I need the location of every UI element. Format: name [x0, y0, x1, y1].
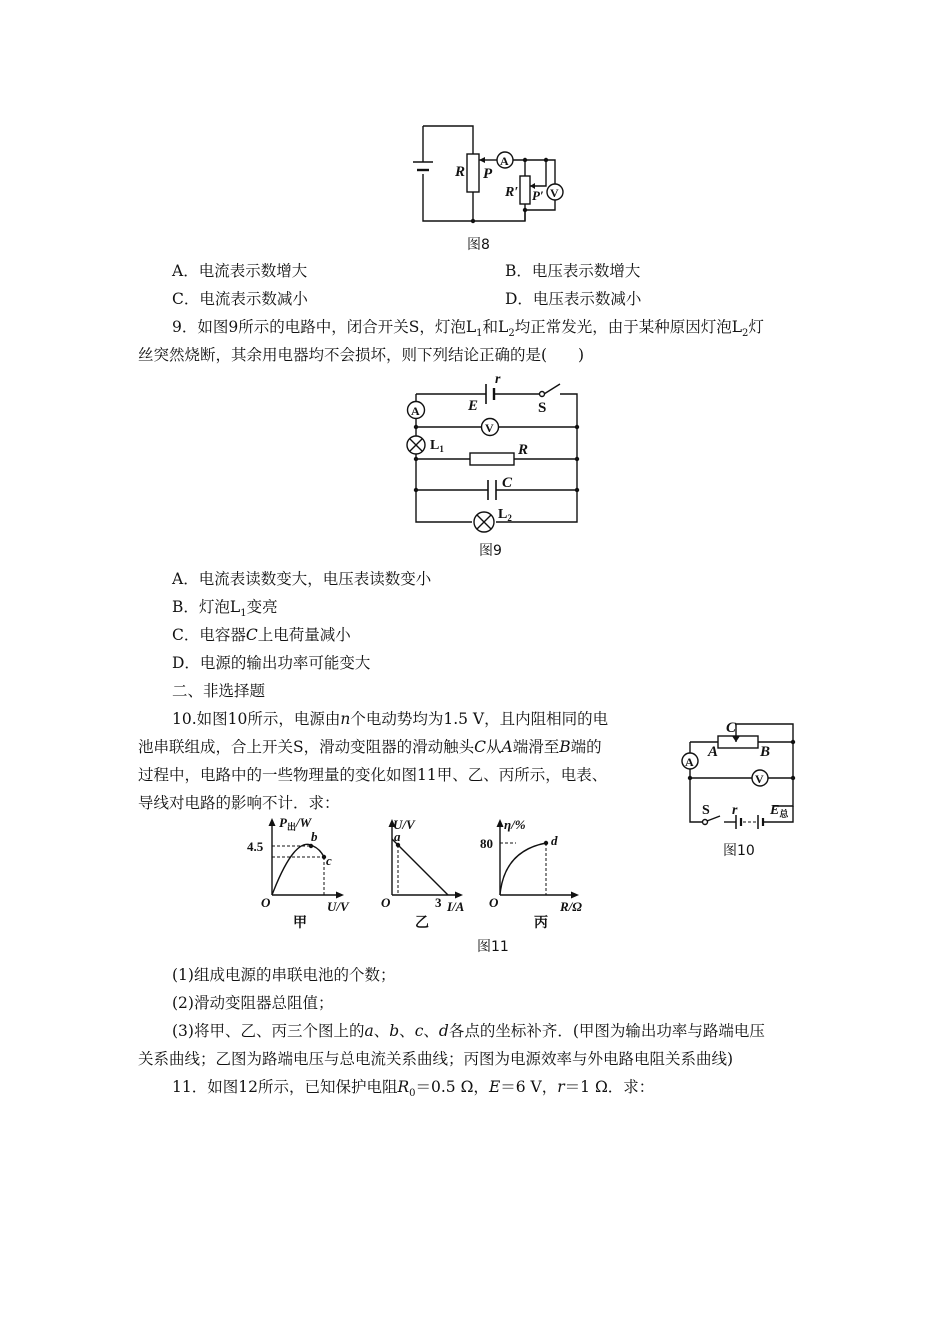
figure-11-bing-graph [480, 815, 590, 930]
fig8-resistor-R [467, 154, 479, 192]
fig10-label-r: r [732, 803, 738, 818]
q8-option-a[interactable]: A．电流表示数增大 [172, 262, 308, 280]
fig9-label-L2: $L_2$ [498, 507, 512, 523]
figure-10-caption: 图10 [723, 843, 755, 859]
fig9-ammeter-label: A [411, 404, 420, 418]
q11-stem: 11．如图12所示，已知保护电阻$R_0=0.5$ Ω，E＝6 V，r＝1 Ω．求： [172, 1078, 655, 1100]
q9-stem-line2: 丝突然烧断，其余用电器均不会损坏，则下列结论正确的是( ) [138, 346, 585, 364]
figure-11-caption: 图11 [477, 939, 509, 955]
fig10-label-E: $E_总$ [770, 803, 789, 819]
fig11-jia-ylabel: $P_出/W$ [279, 815, 312, 832]
fig11-yi-ylabel: U/V [393, 817, 415, 832]
figure-8-caption: 图8 [467, 237, 490, 253]
fig9-label-r: r [495, 372, 501, 387]
q8-option-b[interactable]: B．电压表示数增大 [505, 262, 641, 280]
fig8-slider-arrow [479, 157, 485, 163]
q10-stem-line1: 10.如图10所示，电源由n个电动势均为1.5 V，且内阻相同的电 [172, 710, 609, 728]
q10-stem-line2: 池串联组成，合上开关S，滑动变阻器的滑动触头C从A端滑至B端的 [138, 738, 602, 756]
fig11-jia-xlabel: U/V [327, 899, 349, 914]
q9-option-c[interactable]: C．电容器C上电荷量减小 [172, 626, 351, 644]
fig10-slider-arrow [732, 736, 740, 742]
q10-part-1: (1)组成电源的串联电池的个数； [172, 966, 396, 984]
fig11-bing-origin: O [489, 895, 499, 910]
q9-option-a[interactable]: A．电流表读数变大，电压表读数变小 [172, 570, 432, 588]
fig11-jia-point-b [309, 844, 313, 848]
fig11-bing-xlabel: R/Ω [560, 899, 582, 914]
q9-option-d[interactable]: D．电源的输出功率可能变大 [172, 654, 371, 672]
fig9-voltmeter-label: V [485, 421, 494, 435]
q10-part-2: (2)滑动变阻器总阻值； [172, 994, 334, 1012]
fig11-bing-ylabel: η/% [504, 817, 526, 832]
q8-option-d[interactable]: D．电压表示数减小 [505, 290, 642, 308]
fig9-label-S: S [538, 400, 547, 416]
fig11-jia-name: 甲 [293, 916, 307, 931]
fig8-ammeter-label: A [500, 154, 509, 168]
fig11-yi-label-a: a [394, 829, 401, 844]
fig10-label-B-node: B [760, 744, 771, 760]
fig11-jia-label-c: c [326, 853, 332, 868]
fig11-bing-point-d [544, 841, 548, 845]
fig8-rheostat-R-prime [520, 176, 530, 204]
q9-stem-line1: 9．如图9所示的电路中，闭合开关S，灯泡$L_1$和$L_2$均正常发光，由于某种原因灯泡$L_2$灯 [172, 318, 764, 340]
figure-10-circuit [680, 712, 810, 830]
q9-option-b[interactable]: B．灯泡$L_1$变亮 [172, 598, 278, 620]
fig11-bing-tick: 80 [480, 836, 493, 851]
fig9-label-L1: $L_1$ [430, 438, 444, 454]
q10-part-3-line1: (3)将甲、乙、丙三个图上的a、b、c、d各点的坐标补齐．(甲图为输出功率与路端电压 [172, 1022, 765, 1040]
fig8-voltmeter-label: V [550, 186, 559, 200]
fig9-switch [544, 384, 560, 394]
fig8-label-R-prime: R′ [505, 185, 519, 200]
fig11-bing-name: 丙 [534, 916, 548, 931]
q10-stem-line4: 导线对电路的影响不计．求： [138, 794, 340, 812]
fig8-label-P: P [483, 166, 493, 182]
figure-9-caption: 图9 [479, 543, 502, 559]
fig10-label-S: S [702, 803, 710, 818]
fig11-yi-xlabel: I/A [447, 899, 465, 914]
fig11-jia-curve [272, 844, 324, 895]
fig11-jia-tick: 4.5 [247, 839, 264, 854]
fig11-jia-label-b: b [311, 829, 318, 844]
fig8-label-P-prime: P′ [532, 188, 544, 203]
fig9-label-E: E [468, 398, 479, 414]
fig9-label-C: C [502, 475, 513, 491]
fig11-yi-line [392, 839, 448, 895]
figure-11-jia-graph [245, 815, 365, 930]
section-heading-non-choice: 二、非选择题 [172, 682, 266, 700]
fig11-yi-name: 乙 [415, 916, 429, 931]
fig10-ammeter-label: A [685, 755, 694, 769]
fig11-yi-origin: O [381, 895, 391, 910]
fig8-label-R: R [455, 164, 466, 180]
fig9-resistor-R [470, 453, 514, 465]
fig9-label-R: R [518, 442, 529, 458]
fig10-label-A-node: A [708, 744, 719, 760]
fig11-yi-tick: 3 [435, 895, 442, 910]
fig10-label-C: C [726, 720, 737, 736]
figure-11-yi-graph [375, 815, 475, 930]
fig11-bing-curve [500, 843, 546, 895]
fig10-voltmeter-label: V [755, 772, 764, 786]
figure-8-circuit [405, 118, 585, 228]
q10-part-3-line2: 关系曲线；乙图为路端电压与总电流关系曲线；丙图为电源效率与外电路电阻关系曲线) [138, 1050, 734, 1068]
q8-option-c[interactable]: C．电流表示数减小 [172, 290, 308, 308]
q10-stem-line3: 过程中，电路中的一些物理量的变化如图11甲、乙、丙所示，电表、 [138, 766, 608, 784]
fig11-bing-label-d: d [551, 833, 558, 848]
fig11-jia-origin: O [261, 895, 271, 910]
figure-9-circuit [400, 372, 590, 532]
